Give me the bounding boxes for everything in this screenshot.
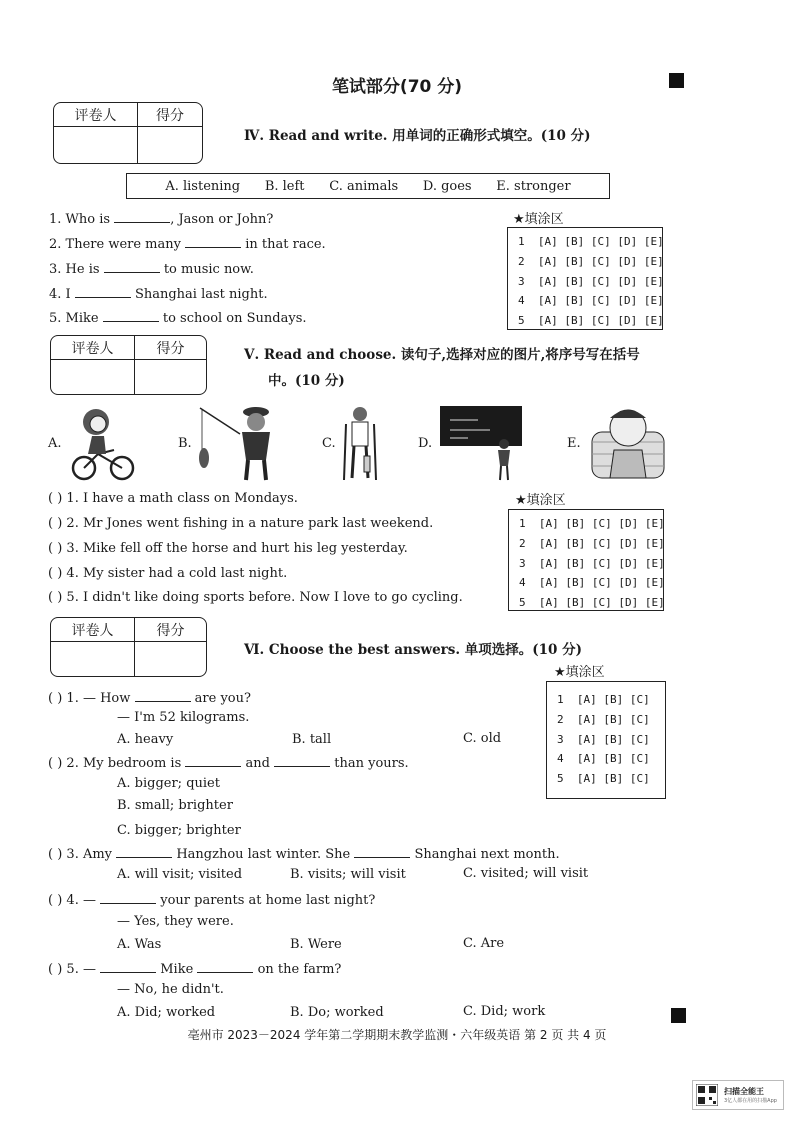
grader-cell[interactable] — [54, 127, 138, 163]
section6-heading: Ⅵ. Choose the best answers. 单项选择。(10 分) — [244, 642, 583, 658]
choice-question: ( ) 2. Mr Jones went fishing in a nature park last weekend. — [48, 516, 434, 531]
answer-sheet[interactable] — [507, 227, 663, 330]
picture-label: C. — [322, 436, 336, 451]
page-title: 笔试部分(70 分) — [331, 77, 463, 97]
choice-question: ( ) 4. My sister had a cold last night. — [48, 566, 288, 581]
picture-label: B. — [178, 436, 192, 451]
option-c: C. bigger; brighter — [117, 823, 241, 838]
answer-sheet-title: ★填涂区 — [554, 665, 605, 680]
score-cell[interactable] — [138, 127, 202, 163]
score-cell[interactable] — [135, 360, 206, 394]
grader-label: 评卷人 — [51, 618, 135, 642]
option-c: C. Are — [463, 936, 505, 951]
score-box — [50, 335, 207, 395]
mc-question: ( ) 2. My bedroom is and than yours. — [48, 756, 409, 771]
option-a: A. bigger; quiet — [117, 776, 220, 791]
question: 4. I Shanghai last night. — [49, 287, 268, 302]
answer-row[interactable]: 2 [A] [B] [C] — [557, 712, 650, 726]
answer-blank[interactable] — [135, 689, 191, 702]
option-c: C. old — [463, 731, 502, 746]
question: 1. Who is , Jason or John? — [49, 212, 274, 227]
qr-code-icon — [696, 1084, 718, 1106]
answer-blank[interactable] — [75, 285, 131, 298]
answer-sheet-title: ★填涂区 — [515, 493, 566, 508]
corner-mark — [669, 73, 684, 88]
mc-question: ( ) 4. — your parents at home last night? — [48, 893, 376, 908]
mc-question: ( ) 1. — How are you? — [48, 691, 251, 706]
option-a: A. will visit; visited — [117, 867, 243, 882]
score-cell[interactable] — [135, 642, 206, 676]
answer-row[interactable]: 2 [A] [B] [C] [D] [E] — [519, 536, 665, 550]
option-c: C. visited; will visit — [463, 866, 589, 881]
answer-blank[interactable] — [100, 891, 156, 904]
answer-row[interactable]: 5 [A] [B] [C] — [557, 772, 650, 786]
question: 3. He is to music now. — [49, 262, 254, 277]
picture-label: E. — [567, 436, 581, 451]
dialogue-line: — Yes, they were. — [117, 914, 234, 929]
option-b: B. Were — [290, 937, 342, 952]
scanner-tagline: 3亿人都在用的扫描App — [724, 1098, 777, 1104]
word-option: C. animals — [329, 178, 399, 194]
cycling-girl-image — [66, 404, 138, 482]
answer-parenthesis[interactable]: ( ) — [48, 541, 63, 556]
answer-row[interactable]: 5 [A] [B] [C] [D] [E] — [519, 596, 665, 610]
answer-blank[interactable] — [100, 960, 156, 973]
grader-cell[interactable] — [51, 642, 135, 676]
option-a: A. Was — [117, 937, 162, 952]
picture-label: D. — [418, 436, 433, 451]
scanner-watermark — [692, 1080, 784, 1110]
answer-row[interactable]: 3 [A] [B] [C] — [557, 732, 650, 746]
answer-parenthesis[interactable]: ( ) — [48, 847, 63, 862]
answer-blank[interactable] — [185, 235, 241, 248]
option-a: A. Did; worked — [117, 1005, 216, 1020]
picture-label: A. — [48, 436, 62, 451]
choice-question: ( ) 5. I didn't like doing sports before. Now I love to go cycling. — [48, 590, 463, 605]
score-label: 得分 — [135, 336, 206, 360]
choice-question: ( ) 1. I have a math class on Mondays. — [48, 491, 298, 506]
answer-blank[interactable] — [354, 845, 410, 858]
answer-row[interactable]: 1 [A] [B] [C] — [557, 693, 650, 706]
option-b: B. visits; will visit — [290, 867, 406, 882]
word-option: D. goes — [422, 178, 472, 194]
question: 5. Mike to school on Sundays. — [49, 311, 307, 326]
fishing-man-image — [196, 404, 282, 482]
answer-row[interactable]: 4 [A] [B] [C] [D] [E] — [518, 294, 664, 308]
word-option: A. listening — [165, 178, 241, 194]
mc-question: ( ) 3. Amy Hangzhou last winter. She Shanghai next month. — [48, 847, 560, 862]
answer-row[interactable]: 4 [A] [B] [C] [D] [E] — [519, 576, 665, 590]
dialogue-line: — No, he didn't. — [117, 982, 224, 997]
word-option: B. left — [264, 178, 305, 194]
option-b: B. tall — [292, 732, 332, 747]
answer-row[interactable]: 4 [A] [B] [C] — [557, 752, 650, 766]
word-bank — [126, 173, 610, 199]
answer-row[interactable]: 1 [A] [B] [C] [D] [E] — [518, 235, 664, 248]
answer-row[interactable]: 5 [A] [B] [C] [D] [E] — [518, 314, 664, 328]
score-box — [50, 617, 207, 677]
answer-parenthesis[interactable]: ( ) — [48, 516, 63, 531]
dialogue-line: — I'm 52 kilograms. — [117, 710, 250, 725]
choice-question: ( ) 3. Mike fell off the horse and hurt his leg yesterday. — [48, 541, 408, 556]
answer-blank[interactable] — [274, 754, 330, 767]
word-option: E. stronger — [496, 178, 571, 194]
option-c: C. Did; work — [463, 1004, 546, 1019]
answer-blank[interactable] — [114, 210, 170, 223]
answer-parenthesis[interactable]: ( ) — [48, 691, 63, 706]
answer-parenthesis[interactable]: ( ) — [48, 566, 63, 581]
injured-boy-image — [338, 404, 382, 482]
answer-parenthesis[interactable]: ( ) — [48, 590, 63, 605]
mc-question: ( ) 5. — Mike on the farm? — [48, 962, 342, 977]
answer-row[interactable]: 2 [A] [B] [C] [D] [E] — [518, 254, 664, 268]
section5-heading: Ⅴ. Read and choose. 读句子,选择对应的图片,将序号写在括号 — [244, 347, 640, 363]
answer-row[interactable]: 1 [A] [B] [C] [D] [E] — [519, 517, 665, 530]
score-label: 得分 — [135, 618, 206, 642]
grader-label: 评卷人 — [54, 103, 138, 127]
option-b: B. Do; worked — [290, 1005, 384, 1020]
answer-parenthesis[interactable]: ( ) — [48, 491, 63, 506]
corner-mark — [671, 1008, 686, 1023]
math-class-image — [438, 404, 524, 482]
answer-blank[interactable] — [197, 960, 253, 973]
score-label: 得分 — [138, 103, 202, 127]
answer-blank[interactable] — [103, 309, 159, 322]
answer-blank[interactable] — [116, 845, 172, 858]
sick-person-image — [588, 402, 668, 482]
grader-label: 评卷人 — [51, 336, 135, 360]
option-a: A. heavy — [117, 732, 174, 747]
answer-row[interactable]: 3 [A] [B] [C] [D] [E] — [519, 556, 665, 570]
score-box — [53, 102, 203, 164]
page-footer: 亳州市 2023－2024 学年第二学期期末教学监测・六年级英语 第 2 页 共 4 页 — [187, 1028, 607, 1042]
answer-parenthesis[interactable]: ( ) — [48, 893, 63, 908]
question: 2. There were many in that race. — [49, 237, 326, 252]
answer-parenthesis[interactable]: ( ) — [48, 756, 63, 771]
scanner-brand: 扫描全能王 — [724, 1087, 764, 1096]
answer-blank[interactable] — [104, 260, 160, 273]
answer-parenthesis[interactable]: ( ) — [48, 962, 63, 977]
answer-sheet-title: ★填涂区 — [513, 212, 564, 227]
answer-sheet[interactable] — [546, 681, 666, 799]
answer-sheet[interactable] — [508, 509, 664, 611]
answer-blank[interactable] — [185, 754, 241, 767]
answer-row[interactable]: 3 [A] [B] [C] [D] [E] — [518, 274, 664, 288]
grader-cell[interactable] — [51, 360, 135, 394]
option-b: B. small; brighter — [117, 798, 233, 813]
section5-heading-cont: 中。(10 分) — [268, 373, 345, 389]
section4-heading: Ⅳ. Read and write. 用单词的正确形式填空。(10 分) — [244, 128, 591, 144]
